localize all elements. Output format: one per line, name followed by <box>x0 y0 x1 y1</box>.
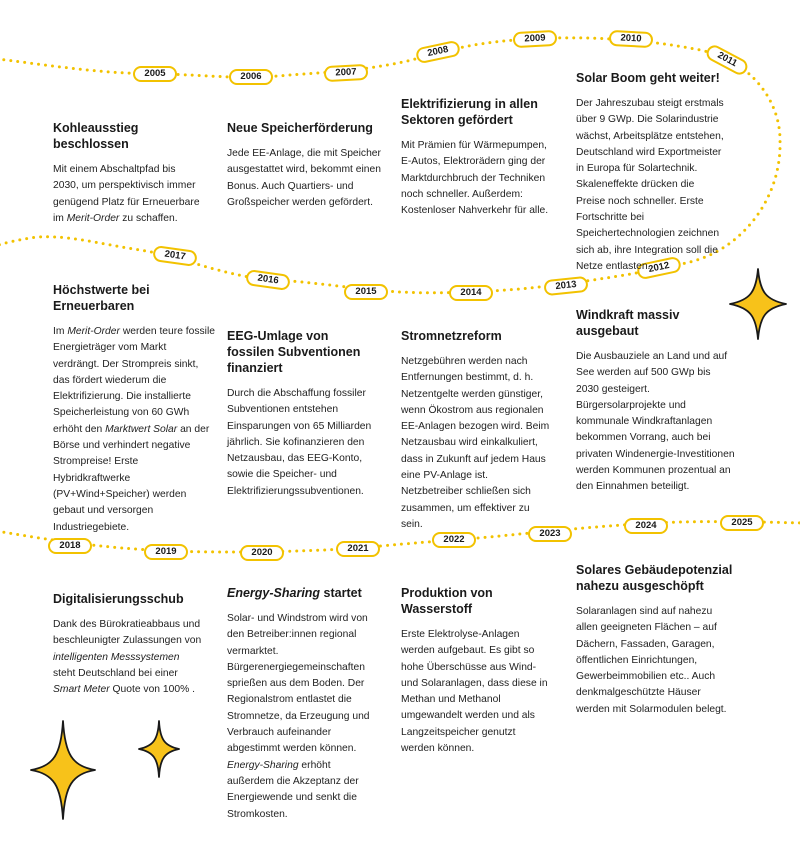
entry-body: Jede EE-Anlage, die mit Speicher ausgestattet wird, bekommt einen Bonus. Auch Quartiers- und Großspeicher werden gefördert. <box>227 148 381 208</box>
entry-2014 <box>401 328 551 533</box>
entry-title: Energy-Sharing startet <box>227 586 362 600</box>
entry-2012 <box>576 307 736 496</box>
year-label-2009: 2009 <box>513 30 558 48</box>
entry-2022 <box>401 585 551 757</box>
entry-2006 <box>227 120 387 211</box>
entry-title: Neue Speicherförderung <box>227 121 373 135</box>
entry-2020 <box>227 585 379 823</box>
entry-body: Der Jahreszubau steigt erstmals über 9 GWp. Die Solarindustrie wächst, Arbeitsplätze entstehen, Deutschland wird Exportmeister in Europa für Solartechnik. Skaleneffekte drücken die Preise noch schneller. Erste Fortschritte bei Speichertechnologien zeichnen sich ab, ihre Integration soll die Netze entlasten. <box>576 98 724 272</box>
entry-2016 <box>227 328 377 500</box>
entry-2018 <box>53 591 203 698</box>
year-label-2017: 2017 <box>152 245 198 267</box>
entry-body: Durch die Abschaffung fossiler Subventionen entstehen Einsparungen von 65 Milliarden jährlich. Sie kofinanzieren den Netzausbau, das EEG-Konto, sowie die Speicher- und Elektrifizierungssubventionen. <box>227 388 372 497</box>
sparkle-icon <box>30 720 96 820</box>
entry-title: Stromnetzreform <box>401 329 502 343</box>
entry-body: Solar- und Windstrom wird von den Betreiber:innen regional vermarktet. Bürgerenergiegemeinschaften sprießen aus dem Boden. Der Regionalstrom entlastet die Stromnetze, da Erzeugung und Verbrauch aufeinander abgestimmt werden können. Energy-Sharing erhöht außerdem die Akzeptanz der Energiewende und senkt die Stromkosten. <box>227 613 370 820</box>
year-label-2008: 2008 <box>415 40 461 65</box>
year-label-2013: 2013 <box>543 276 588 297</box>
year-label-2012: 2012 <box>636 256 682 281</box>
entry-body: Im Merit-Order werden teure fossile Energieträger vom Markt verdrängt. Der Strompreis sinkt, das fördert wiederum die Elektrifizierung. Die installierte Speicherleistung von 60 GWh erhöht den Marktwert Solar an der Börse und verhindert negative Strompreise! Erste Hybridkraftwerke (PV+Wind+Speicher) werden gebaut und versorgen Industriegebiete. <box>53 326 215 533</box>
sparkle-icon <box>138 720 180 778</box>
year-label-2010: 2010 <box>609 30 654 48</box>
entry-title: Kohleausstieg beschlossen <box>53 121 139 151</box>
entry-2017 <box>53 282 215 536</box>
entry-2008 <box>401 96 551 219</box>
entry-body: Mit Prämien für Wärmepumpen, E-Autos, Elektrorädern ging der Marktdurchbruch der Techniken noch schneller. Außerdem: Kostenloser Nahverkehr für alle. <box>401 140 549 217</box>
year-label-2011: 2011 <box>704 43 750 78</box>
sparkle-icon <box>729 268 787 340</box>
entry-body: Netzgebühren werden nach Entfernungen bestimmt, d. h. Netzentgelte werden günstiger, wenn Ökostrom aus regionalen EE-Anlagen bezogen wird. Beim Netzausbau wird einkalkuliert, dass in Zukunft auf jedem Haus eine PV-Anlage ist. Netzbetreiber schließen sich zusammen, um effektiver zu sein. <box>401 356 550 530</box>
year-label-2015: 2015 <box>344 284 388 300</box>
entry-title: Höchstwerte bei Erneuerbaren <box>53 283 150 313</box>
year-label-2023: 2023 <box>528 526 572 542</box>
entry-body: Erste Elektrolyse-Anlagen werden aufgebaut. Es gibt so hohe Überschüsse aus Wind- und Solaranlagen, dass diese in Methan und Methanol umgewandelt werden und als Langzeitspeicher genutzt werden können. <box>401 629 548 755</box>
entry-title: Produktion von Wasserstoff <box>401 586 493 616</box>
year-label-2018: 2018 <box>48 538 92 554</box>
year-label-2006: 2006 <box>229 69 273 85</box>
entry-2005 <box>53 120 203 227</box>
entry-title: Digitalisierungsschub <box>53 592 184 606</box>
year-label-2016: 2016 <box>245 269 291 291</box>
entry-body: Die Ausbauziele an Land und auf See werden auf 500 GWp bis 2030 gesteigert. Bürgersolarprojekte und kommunale Windkraftanlagen bekommen Vorrang, auch bei privaten Windenergie-Investitionen werden Kommunen prozentual an den Einnahmen beteiligt. <box>576 351 735 493</box>
year-label-2005: 2005 <box>133 66 177 82</box>
entry-title: Solar Boom geht weiter! <box>576 71 720 85</box>
entry-body: Solaranlagen sind auf nahezu allen geeigneten Flächen – auf Dächern, Fassaden, Garagen, öffentlichen Einrichtungen, Gewerbeimmobilien etc.. Auch denkmalgeschützte Häuser werden mit Solarmodulen belegt. <box>576 606 727 715</box>
year-label-2024: 2024 <box>624 518 668 534</box>
entry-title: Solares Gebäudepotenzial nahezu ausgeschöpft <box>576 563 733 593</box>
year-label-2014: 2014 <box>449 285 493 301</box>
year-label-2020: 2020 <box>240 545 284 561</box>
year-label-2022: 2022 <box>432 532 476 548</box>
entry-title: EEG-Umlage von fossilen Subventionen finanziert <box>227 329 361 375</box>
year-label-2007: 2007 <box>324 64 369 82</box>
entry-2025 <box>576 562 736 718</box>
year-label-2025: 2025 <box>720 515 764 531</box>
entry-body: Dank des Bürokratieabbaus und beschleunigter Zulassungen von intelligenten Messsystemen steht Deutschland bei einer Smart Meter Quote von 100% . <box>53 619 202 696</box>
entry-title: Elektrifizierung in allen Sektoren gefördert <box>401 97 538 127</box>
year-label-2019: 2019 <box>144 544 188 560</box>
year-label-2021: 2021 <box>336 541 380 557</box>
entry-2010 <box>576 70 726 275</box>
entry-title: Windkraft massiv ausgebaut <box>576 308 680 338</box>
entry-body: Mit einem Abschaltpfad bis 2030, um perspektivisch immer genügend Platz für Erneuerbare im Merit-Order zu schaffen. <box>53 164 200 224</box>
